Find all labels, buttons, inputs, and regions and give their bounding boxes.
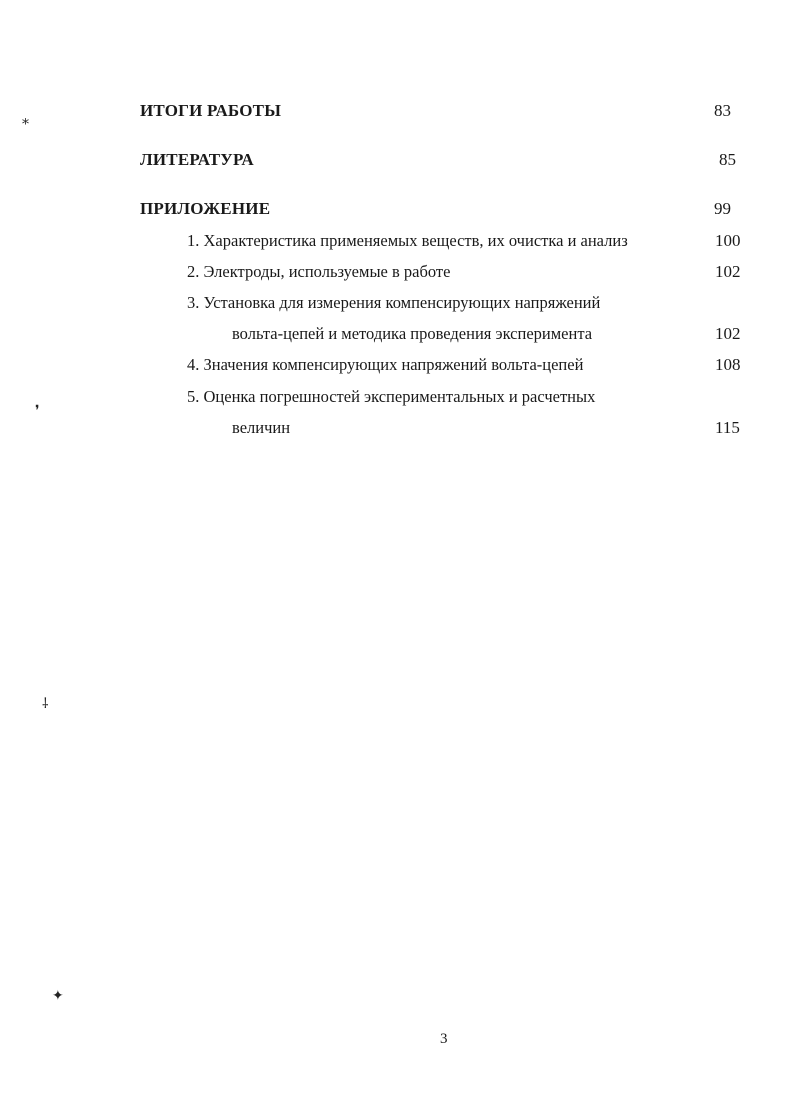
toc-page-results: 83 (714, 101, 731, 120)
toc-appendix-item-5: 5. Оценка погрешностей экспериментальных и расчетных (187, 387, 596, 406)
toc-appendix-item-2: 2. Электроды, используемые в работе (187, 262, 451, 281)
toc-heading-results: ИТОГИ РАБОТЫ (140, 101, 282, 120)
toc-heading-literature: ЛИТЕРАТУРА (140, 150, 254, 169)
toc-heading-appendix: ПРИЛОЖЕНИЕ (140, 199, 271, 218)
toc-appendix-page-5: 115 (715, 418, 740, 437)
toc-appendix-page-3: 102 (715, 324, 741, 343)
toc-appendix-item-3: 3. Установка для измерения компенсирующих напряжений (187, 293, 601, 312)
page-number: 3 (440, 1031, 448, 1047)
toc-appendix-page-4: 108 (715, 355, 741, 374)
toc-appendix-page-2: 102 (715, 262, 741, 281)
scan-speck-mark: ❜ (35, 404, 40, 419)
toc-appendix-item-3-continuation: вольта-цепей и методика проведения эксперимента (232, 324, 593, 343)
toc-appendix-item-4: 4. Значения компенсирующих напряжений вольта-цепей (187, 355, 584, 374)
scan-speck-mark: ✦ (52, 989, 64, 1004)
toc-appendix-item-5-continuation: величин (232, 418, 291, 437)
scan-speck-mark: ⸸ (42, 697, 49, 712)
toc-page-appendix: 99 (714, 199, 731, 218)
toc-appendix-item-1: 1. Характеристика применяемых веществ, их очистка и анализ (187, 231, 628, 250)
toc-appendix-page-1: 100 (715, 231, 741, 250)
toc-page-literature: 85 (719, 150, 736, 169)
scan-speck-mark: ⁎ (22, 113, 29, 128)
